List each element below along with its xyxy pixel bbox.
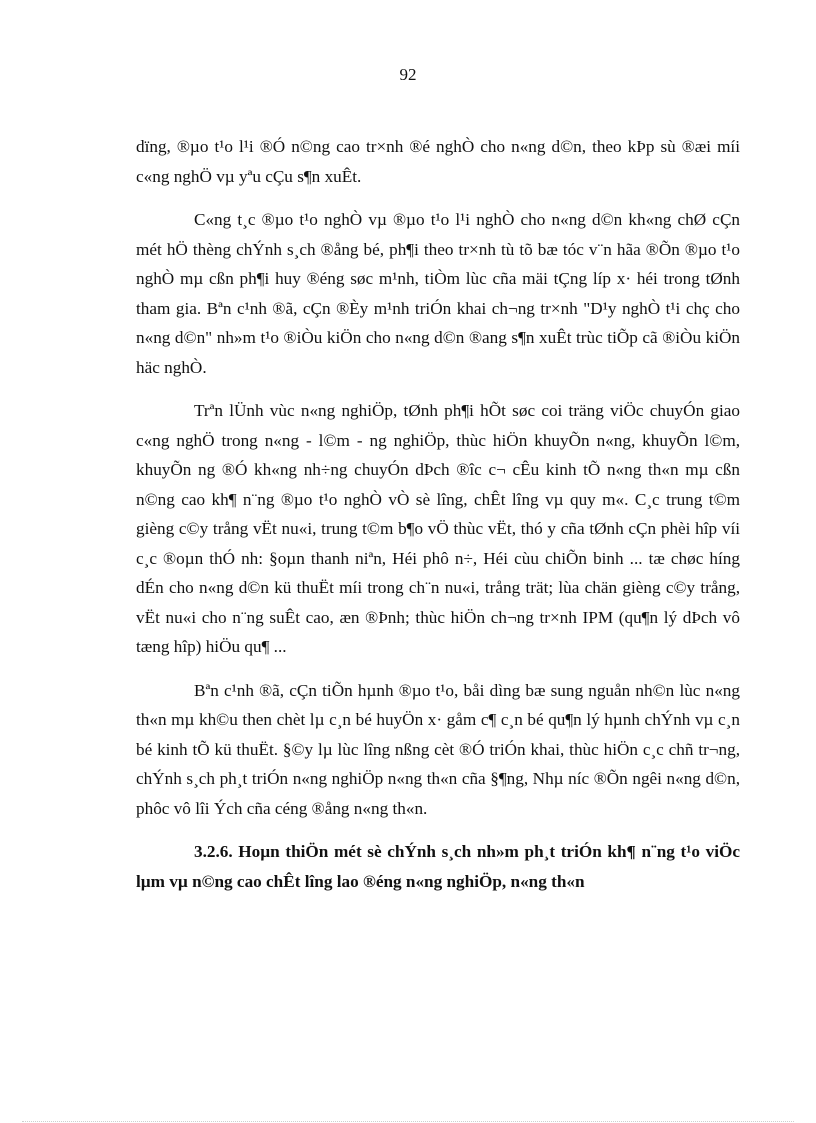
paragraph-vocational-training: C«ng t¸c ®µo t¹o nghÒ vµ ®µo t¹o l¹i nghÒ cho n«ng d©n kh«ng chØ cÇn mét hÖ thèng chÝnh s¸ch ®ång bé, ph¶i theo tr×nh tù tõ bæ tóc v¨n hãa ®Õn ®µo t¹o nghÒ mµ cßn ph¶i huy ®éng søc m¹nh, tiÒm lùc cña mäi tÇng líp x· héi trong tØnh tham gia. Bªn c¹nh ®ã, cÇn ®Èy m¹nh triÓn khai ch¬ng tr×nh "D¹y nghÒ t¹i chç cho n«ng d©n" nh»m t¹o ®iÒu kiÖn cho n«ng d©n ®ang s¶n xuÊt trùc tiÕp cã ®iÒu kiÖn häc nghÒ. [136, 210, 740, 377]
body-text [136, 132, 740, 896]
paragraph-continuation: dïng, ®µo t¹o l¹i ®Ó n©ng cao tr×nh ®é nghÒ cho n«ng d©n, theo kÞp sù ®æi míi c«ng nghÖ vµ yªu cÇu s¶n xuÊt. [136, 137, 740, 186]
section-heading: 3.2.6. Hoµn thiÖn mét sè chÝnh s¸ch nh»m ph¸t triÓn kh¶ n¨ng t¹o viÖc lµm vµ n©ng cao chÊt lîng lao ®éng n«ng nghiÖp, n«ng th«n [136, 842, 740, 891]
page-bottom-rule [22, 1121, 794, 1122]
paragraph-cadre-training: Bªn c¹nh ®ã, cÇn tiÕn hµnh ®µo t¹o, båi dìng bæ sung nguån nh©n lùc n«ng th«n mµ kh©u then chèt lµ c¸n bé huyÖn x· gåm c¶ c¸n bé qu¶n lý hµnh chÝnh vµ c¸n bé kinh tÕ kü thuËt. §©y lµ lùc lîng nßng cèt ®Ó triÓn khai, thùc hiÖn c¸c chñ tr¬ng, chÝnh s¸ch ph¸t triÓn n«ng nghiÖp n«ng th«n cña §¶ng, Nhµ níc ®Õn ngêi n«ng d©n, phôc vô lîi Ých cña céng ®ång n«ng th«n. [136, 680, 740, 818]
paragraph-agriculture-technology: Trªn lÜnh vùc n«ng nghiÖp, tØnh ph¶i hÕt søc coi träng viÖc chuyÓn giao c«ng nghÖ trong n«ng - l©m - ng nghiÖp, thùc hiÖn khuyÕn n«ng, khuyÕn l©m, khuyÕn ng ®Ó kh«ng nh÷ng chuyÓn dÞch ®îc c¬ cÊu kinh tÕ n«ng th«n mµ cßn n©ng cao kh¶ n¨ng ®µo t¹o nghÒ vÒ sè lîng, chÊt lîng vµ quy m«. C¸c trung t©m gièng c©y trång vËt nu«i, trung t©m b¶o vÖ thùc vËt, thó y cña tØnh cÇn phèi hîp víi c¸c ®oµn thÓ nh: §oµn thanh niªn, Héi phô n÷, Héi cùu chiÕn binh ... tæ chøc híng dÉn cho n«ng d©n kü thuËt míi trong ch¨n nu«i, trång trät; lùa chän gièng c©y trång, vËt nu«i cho n¨ng suÊt cao, æn ®Þnh; thùc hiÖn ch¬ng tr×nh IPM (qu¶n lý dÞch vô tæng hîp) hiÖu qu¶ ... [136, 401, 740, 656]
page-number: 92 [399, 65, 417, 84]
